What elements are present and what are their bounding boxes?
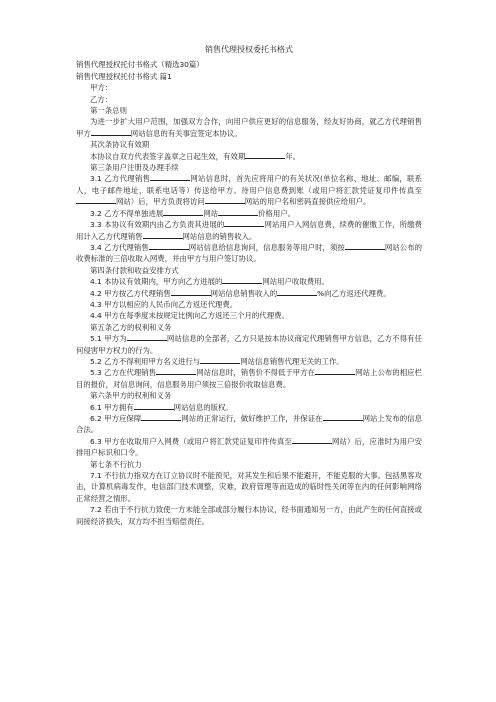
fill-blank <box>143 231 183 239</box>
subtitle-collection: 销售代理授权托付书格式（精选30篇） <box>76 60 204 70</box>
section-2-heading: 其次条协议有效期 <box>90 140 150 150</box>
fill-blank <box>205 196 245 204</box>
clause-4-4: 4.4 甲方在每季度末按规定比例向乙方返还三个月的代理费。 <box>90 311 289 321</box>
fill-blank <box>149 242 189 250</box>
clause-5-1: 5.1 甲方为 网站信息的全部者，乙方只是按本协议商定代理销售甲方信息，乙方不得有任何侵害甲方权力的行为。 <box>76 334 422 355</box>
clause-3-1: 3.1 乙方代理销售 网站信息时，首先应将用户的有关状况(单位名称、地址、邮编，联系人，电子邮件地址，联系电话等）传送给甲方。待用户信息费到账（或用户将汇款凭证复印件传真至网站）后，甲方负责将访问 网站的用户名和密码直接供应给用户。 <box>76 174 422 207</box>
clause-6-1: 6.1 甲方拥有 网站信息的版权。 <box>90 402 233 412</box>
clause-4-1: 4.1 本协议有效期内，甲方向乙方进展的 网站用户收取费用。 <box>90 277 329 287</box>
document-title: 销售代理授权委托书格式 <box>205 45 293 54</box>
fill-blank <box>200 356 240 364</box>
section-5-heading: 第五条乙方的权利和义务 <box>90 322 172 332</box>
document-page <box>76 44 422 527</box>
fill-blank <box>315 367 355 375</box>
fill-blank <box>91 128 131 136</box>
fill-blank <box>134 402 174 410</box>
fill-blank <box>163 208 203 216</box>
clause-7-2: 7.2 若由于不行抗力致使一方未能全部或部分履行本协议，经书面通知另一方，由此产生的任何直接或间接经济损失，双方均不担当赔偿责任。 <box>76 505 422 526</box>
section-6-heading: 第六条甲方的权利和义务 <box>90 391 172 401</box>
fill-blank <box>224 219 264 227</box>
fill-blank <box>171 288 211 296</box>
section-1-heading: 第一条总则 <box>90 106 127 116</box>
section-1-text: 为进一步扩大用户范围，加强双方合作，向用户供应更好的信息服务，经友好协商，就乙方代理销售甲方 网站信息的有关事宜签定本协议。 <box>76 117 422 138</box>
party-a-label: 甲方： <box>90 83 113 93</box>
section-4-heading: 第四条付款和收益安排方式 <box>90 265 179 275</box>
fill-blank <box>141 413 181 421</box>
clause-5-2: 5.2 乙方不得利用甲方名义进行与 网站信息销售代理无关的工作。 <box>90 356 344 366</box>
fill-blank <box>277 288 317 296</box>
fill-blank <box>323 413 363 421</box>
fill-blank <box>292 436 332 444</box>
clause-5-3: 5.3 乙方在代理销售 网站信息时，销售价不得低于甲方在 网站上公布的相应栏目的报价，对信息询问，信息服务用户须按三倍报价收取信息费。 <box>76 368 422 389</box>
clause-4-2: 4.2 甲方按乙方代理销售 网站信息销售收入的 %向乙方返还代理费。 <box>90 288 391 298</box>
subtitle-article: 销售代理授权托付书格式 篇1 <box>76 71 172 81</box>
section-2-text: 本协议自双方代表签字盖章之日起生效，有效期 年。 <box>90 151 301 161</box>
clause-7-1: 7.1 不行抗力指双方在订立协议时不能预见，对其发生和后果不能避开，不能克服的大事。包括黑客攻击，计算机病毒发作，电信部门技术调整，灾难，政府管理等而造成的临时性关闭等在内的任何影响网络正常经营之情形。 <box>76 471 422 503</box>
fill-blank <box>222 276 262 284</box>
fill-blank <box>218 208 258 216</box>
clause-6-2: 6.2 甲方应保障 网站的正常运行，做好维护工作，并保证在 网站上发布的信息合法。 <box>76 414 422 435</box>
section-7-heading: 第七条不行抗力 <box>90 459 142 469</box>
clause-6-3: 6.3 甲方在收取用户入网费（或用户将汇款凭证复印件传真至 网站）后，应准时为用户安排用户标识和口令。 <box>76 436 422 458</box>
fill-blank <box>156 367 196 375</box>
fill-blank <box>150 173 190 181</box>
section-3-heading: 第三条用户注册及办理手续 <box>90 163 179 173</box>
clause-3-2: 3.2 乙方不得单独进展 网站 价格用户。 <box>90 208 295 218</box>
fill-blank <box>127 333 167 341</box>
fill-blank <box>76 196 116 204</box>
fill-blank <box>345 242 385 250</box>
fill-blank <box>245 151 285 159</box>
clause-3-4: 3.4 乙方代理销售 网站信息给信息询问，信息服务等用户时，须按 网站公布的收费标准的三倍收取入网费，并由甲方与用户签订协议。 <box>76 242 422 264</box>
party-b-label: 乙方： <box>90 94 113 104</box>
clause-3-3: 3.3 本协议有效期内由乙方负责其进展的 网站用户入网信息费，续费的催缴工作，所缴费用计入乙方代理销售 网站信息的销售收入。 <box>76 220 422 241</box>
clause-4-3: 4.3 甲方以相应的人民币向乙方返还代理费。 <box>90 299 238 309</box>
